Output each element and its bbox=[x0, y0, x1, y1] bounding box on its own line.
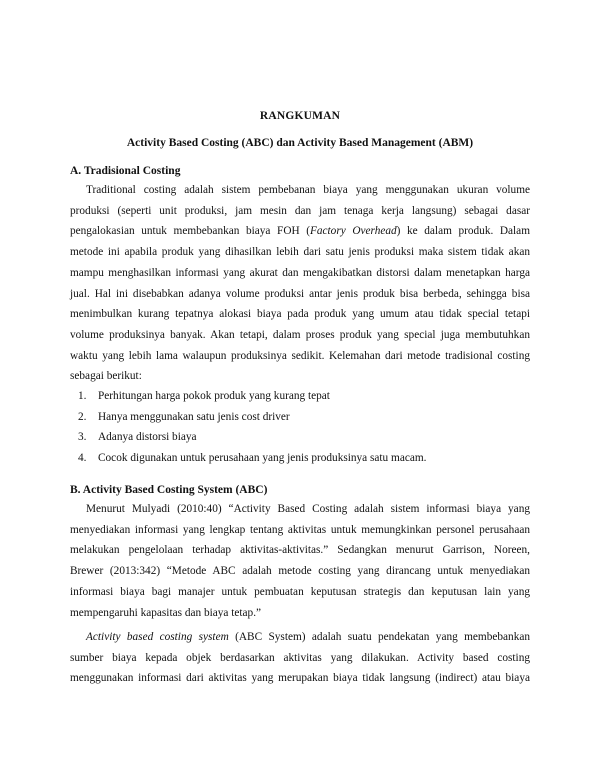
paragraph-line: sebagai berikut: bbox=[70, 370, 142, 383]
paragraph-line: metode ini apabila produk yang dihasilkan lebih dari satu jenis produksi maka sistem tidak akan bbox=[70, 246, 530, 259]
italic-term: Activity based costing system bbox=[86, 631, 229, 643]
list-item: 4. Cocok digunakan untuk perusahaan yang jenis produksinya satu macam. bbox=[78, 452, 427, 465]
section-b-paragraph-2 bbox=[70, 627, 530, 689]
paragraph-line: produksi (seperti unit produksi, jam mesin dan jam tenaga kerja langsung) sebagai dasar bbox=[70, 204, 530, 217]
paragraph-line: Menurut Mulyadi (2010:40) “Activity Based Costing adalah sistem informasi biaya yang bbox=[86, 503, 530, 515]
paragraph-line: Brewer (2013:342) “Metode ABC adalah metode costing yang dirancang untuk menyediakan bbox=[70, 565, 530, 578]
weakness-list bbox=[78, 386, 528, 469]
paragraph-line: pengalokasian untuk membebankan biaya FOH (Factory Overhead) ke dalam produk. Dalam bbox=[70, 225, 530, 238]
paragraph-line: sumber biaya kepada objek berdasarkan aktivitas yang dilakukan. Activity based costing bbox=[70, 651, 530, 664]
paragraph-line: menimbulkan kurang tepatnya alokasi biaya pada produk yang umum atau tidak special tetapi bbox=[70, 308, 530, 321]
paragraph-line: Traditional costing adalah sistem pembebanan biaya yang menggunakan ukuran volume bbox=[86, 184, 530, 196]
paragraph-line: waktu yang lebih lama walaupun produksinya sedikit. Kelemahan dari metode tradisional costing bbox=[70, 349, 530, 362]
paragraph-line: Activity based costing system (ABC System) adalah suatu pendekatan yang membebankan bbox=[86, 631, 531, 643]
section-b-paragraph-1 bbox=[70, 499, 530, 623]
document-title: RANGKUMAN bbox=[259, 110, 341, 122]
italic-term: Factory Overhead bbox=[309, 225, 397, 238]
paragraph-line: jual. Hal ini disebabkan adanya volume produksi antar jenis produk bisa berbeda, sehingga bisa bbox=[70, 287, 530, 300]
list-item: 2. Hanya menggunakan satu jenis cost driver bbox=[78, 410, 290, 423]
section-b-heading: B. Activity Based Costing System (ABC) bbox=[70, 484, 268, 496]
paragraph-line: volume produksinya banyak. Akan tetapi, dalam proses produk yang special juga membutuhkan bbox=[70, 328, 530, 341]
paragraph-line: menyediakan informasi yang lengkap tentang aktivitas untuk memungkinkan personel perusahaan bbox=[70, 523, 530, 536]
list-item: 3. Adanya distorsi biaya bbox=[78, 431, 197, 444]
section-a-heading: A. Tradisional Costing bbox=[70, 165, 181, 177]
paragraph-line: mempengaruhi kapasitas dan biaya tetap.” bbox=[70, 606, 262, 619]
section-a-paragraph bbox=[70, 180, 530, 387]
list-item: 1. Perhitungan harga pokok produk yang kurang tepat bbox=[78, 390, 330, 402]
paragraph-line: menggunakan informasi dari aktivitas yang merupakan biaya tidak langsung (indirect) atau biaya bbox=[70, 672, 530, 685]
paragraph-line: mampu menghasilkan informasi yang akurat dan mengakibatkan distorsi dalam menetapkan harga bbox=[70, 266, 530, 279]
document-subtitle: Activity Based Costing (ABC) dan Activity Based Management (ABM) bbox=[126, 137, 474, 149]
paragraph-line: informasi biaya bagi manajer untuk pembuatan keputusan strategis dan keputusan lain yang bbox=[70, 585, 530, 598]
paragraph-line: melakukan pengelolaan terhadap aktivitas-aktivitas.” Sedangkan menurut Garrison, Noreen, bbox=[70, 544, 530, 557]
